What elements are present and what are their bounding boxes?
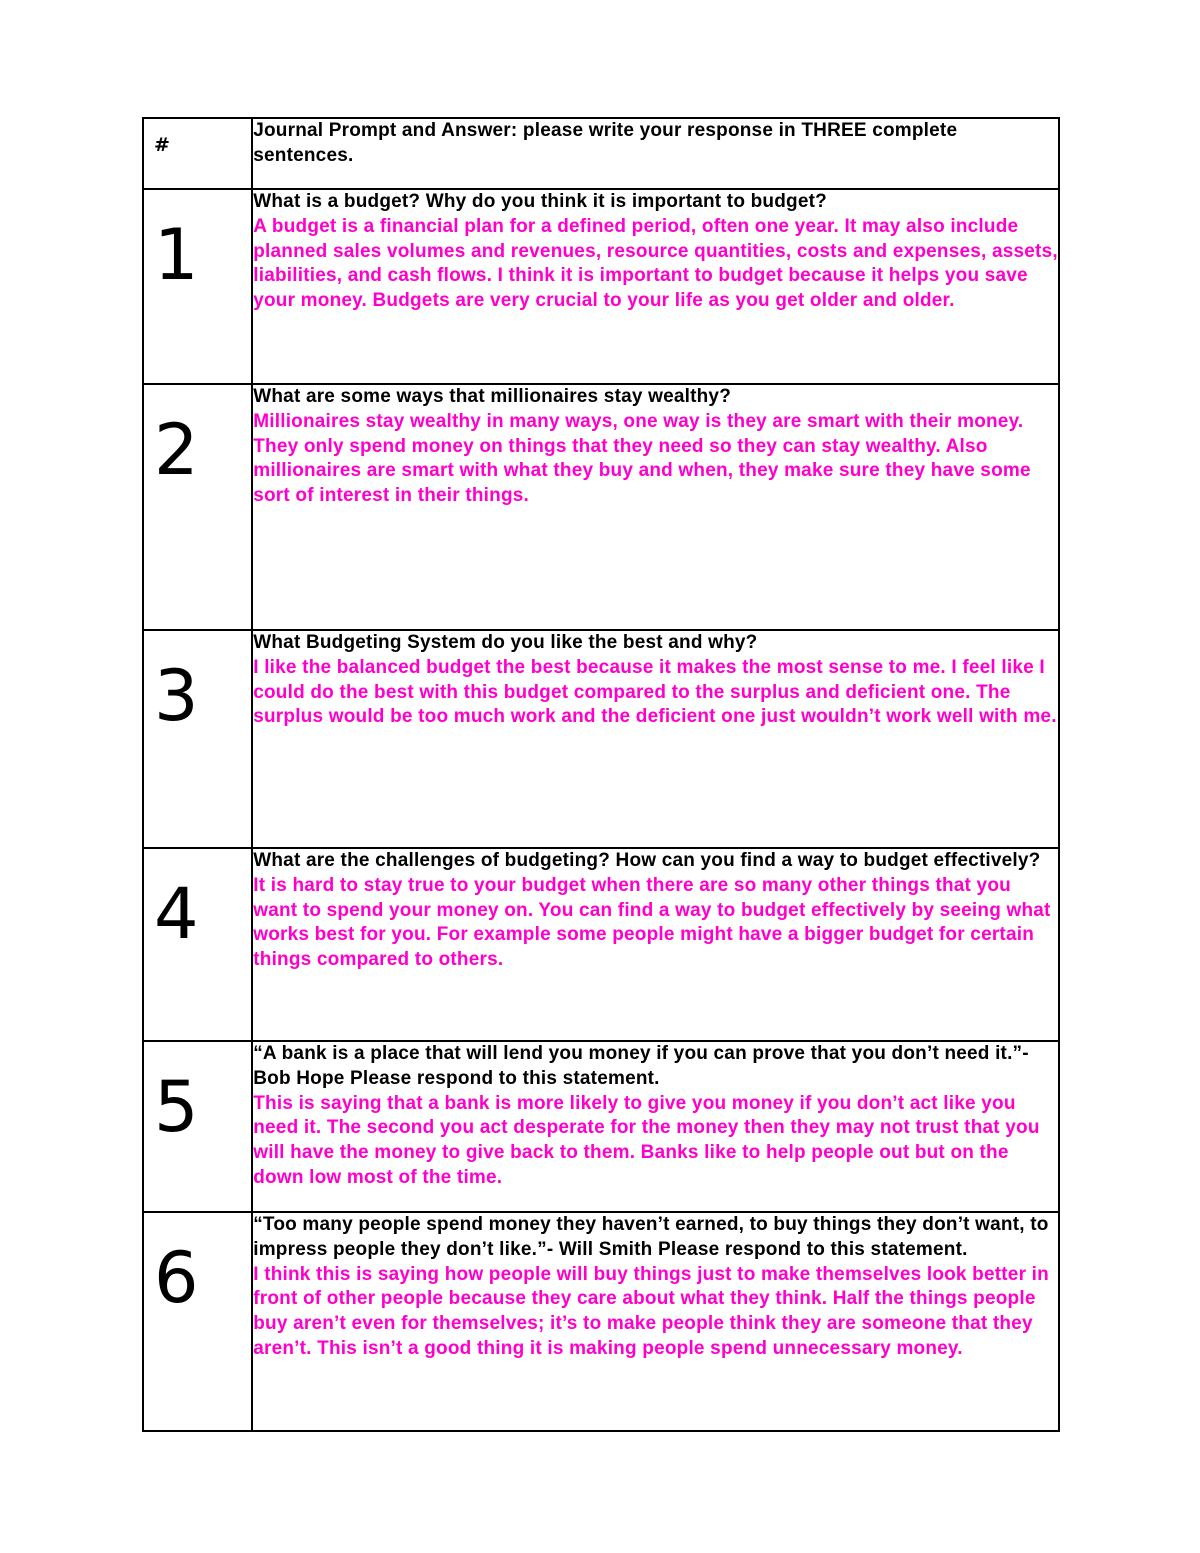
row-number: 3: [154, 655, 199, 737]
header-num-label: #: [154, 134, 170, 156]
row-number: 5: [154, 1066, 199, 1148]
journal-table: [142, 117, 1060, 1432]
row-number: 6: [154, 1237, 199, 1319]
header-title-cell: [252, 118, 1059, 189]
table-row: [143, 1041, 1059, 1212]
row-content-cell: [252, 1212, 1059, 1431]
journal-answer: This is saying that a bank is more likely to give you money if you don’t act like you need it. The second you act desperate for the money then they may not trust that you will have the money to give back to them. Banks like to help people out but on the down low most of the time.: [253, 1092, 1040, 1188]
row-content-cell: [252, 1041, 1059, 1212]
journal-answer: A budget is a financial plan for a defined period, often one year. It may also include planned sales volumes and revenues, resource quantities, costs and expenses, assets, liabilities, and cash flows. I think it is important to budget because it helps you save your money. Budgets are very crucial to your life as you get older and older.: [253, 215, 1058, 312]
journal-answer: Millionaires stay wealthy in many ways, one way is they are smart with their money. They only spend money on things that they need so they can stay wealthy. Also millionaires are smart with what they buy and when, they make sure they have some sort of interest in their things.: [253, 410, 1031, 507]
row-number-cell: [143, 189, 252, 384]
table-row: [143, 384, 1059, 630]
row-content-cell: [252, 848, 1059, 1041]
row-content-cell: [252, 384, 1059, 630]
row-number-cell: [143, 630, 252, 848]
header-num-cell: [143, 118, 252, 189]
table-header-row: [143, 118, 1059, 189]
journal-prompt: What is a budget? Why do you think it is important to budget?: [253, 191, 827, 212]
journal-prompt: What are some ways that millionaires stay wealthy?: [253, 386, 732, 407]
journal-answer: It is hard to stay true to your budget when there are so many other things that you want to spend your money on. You can find a way to budget effectively by seeing what works best for you. For example some people might have a bigger budget for certain things compared to others.: [253, 874, 1051, 971]
row-content-cell: [252, 189, 1059, 384]
journal-prompt: What Budgeting System do you like the best and why?: [253, 632, 758, 653]
row-number-cell: [143, 1041, 252, 1212]
row-content-cell: [252, 630, 1059, 848]
table-row: [143, 1212, 1059, 1431]
journal-prompt: “A bank is a place that will lend you money if you can prove that you don’t need it.”- Bob Hope Please respond to this statement.: [253, 1043, 1029, 1089]
journal-prompt: What are the challenges of budgeting? How can you find a way to budget effectively?: [253, 850, 1041, 871]
row-number: 1: [154, 214, 199, 296]
row-number-cell: [143, 1212, 252, 1431]
table-row: [143, 630, 1059, 848]
table-row: [143, 848, 1059, 1041]
journal-prompt: “Too many people spend money they haven’t earned, to buy things they don’t want, to impress people they don’t like.”- Will Smith Please respond to this statement.: [253, 1214, 1049, 1260]
row-number-cell: [143, 848, 252, 1041]
row-number-cell: [143, 384, 252, 630]
header-title: Journal Prompt and Answer: please write your response in THREE complete sentences.: [253, 120, 958, 166]
row-number: 4: [154, 873, 199, 955]
table-row: [143, 189, 1059, 384]
row-number: 2: [154, 409, 199, 491]
journal-answer: I think this is saying how people will buy things just to make themselves look better in front of other people because they care about what they think. Half the things people buy aren’t even for themselves; it’s to make people think they are someone that they aren’t. This isn’t a good thing it is making people spend unnecessary money.: [253, 1263, 1049, 1359]
journal-answer: I like the balanced budget the best because it makes the most sense to me. I feel like I could do the best with this budget compared to the surplus and deficient one. The surplus would be too much work and the deficient one just wouldn’t work well with me.: [253, 656, 1057, 728]
